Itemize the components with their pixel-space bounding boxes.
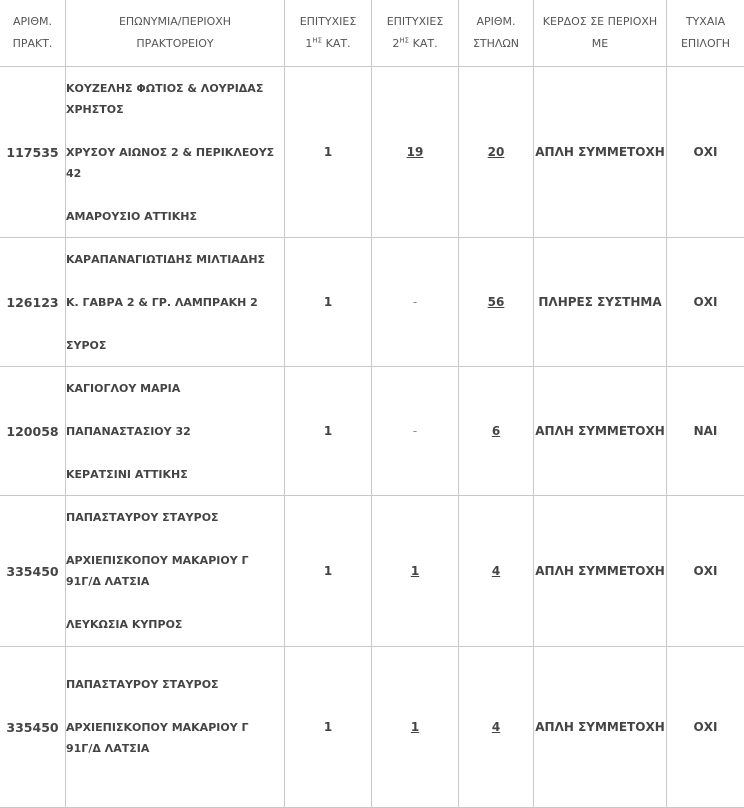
columns-cell [459,647,534,808]
agent-number: 335450 [0,496,66,647]
table-row [0,367,744,496]
agency-address-line: Κ. ΓΑΒΡΑ 2 & ΓΡ. ΛΑΜΠΡΑΚΗ 2 [66,292,284,313]
header-name-area-line1: ΕΠΩΝΥΜΙΑ/ΠΕΡΙΟΧΗ [66,11,284,33]
header-agent-number-line2: ΠΡΑΚΤ. [0,33,65,55]
agency-address-line: ΠΑΠΑΝΑΣΤΑΣΙΟΥ 32 [66,421,284,442]
agency-details [66,367,285,496]
header-name-area [66,0,285,67]
columns-link[interactable]: 20 [488,145,505,159]
header-profit [534,0,667,67]
header-hits-1st-sup: ΗΣ [312,36,322,44]
header-name-area-line2: ΠΡΑΚΤΟΡΕΙΟΥ [66,33,284,55]
agent-number: 126123 [0,238,66,367]
header-hits-2nd [372,0,459,67]
agency-address-line: 91Γ/Δ ΛΑΤΣΙΑ [66,738,284,759]
columns-link[interactable]: 4 [492,564,500,578]
columns-link[interactable]: 6 [492,424,500,438]
profit-type: ΑΠΛΗ ΣΥΜΜΕΤΟΧΗ [534,67,667,238]
profit-type: ΠΛΗΡΕΣ ΣΥΣΤΗΜΑ [534,238,667,367]
table-row [0,67,744,238]
header-profit-line2: ΜΕ [534,33,666,55]
header-hits-2nd-line2 [372,33,458,55]
hits-2nd-cell [372,647,459,808]
hits-2nd-link[interactable]: 1 [411,720,419,734]
random-pick: ΟΧΙ [667,647,744,808]
header-columns [459,0,534,67]
profit-type: ΑΠΛΗ ΣΥΜΜΕΤΟΧΗ [534,367,667,496]
header-hits-1st-line1: ΕΠΙΤΥΧΙΕΣ [285,11,371,33]
header-columns-line2: ΣΤΗΛΩΝ [459,33,533,55]
header-agent-number [0,0,66,67]
hits-2nd-cell [372,496,459,647]
profit-type: ΑΠΛΗ ΣΥΜΜΕΤΟΧΗ [534,496,667,647]
random-pick: ΟΧΙ [667,496,744,647]
header-profit-line1: ΚΕΡΔΟΣ ΣΕ ΠΕΡΙΟΧΗ [534,11,666,33]
hits-1st-value: 1 [285,367,372,496]
hits-2nd-link[interactable]: 19 [407,145,424,159]
hits-1st-value: 1 [285,238,372,367]
hits-2nd-cell [372,67,459,238]
header-hits-2nd-suffix: ΚΑΤ. [409,37,437,50]
columns-link[interactable]: 56 [488,295,505,309]
header-agent-number-line1: ΑΡΙΘΜ. [0,11,65,33]
hits-2nd-value: - [372,367,459,496]
header-hits-2nd-sup: ΗΣ [399,36,409,44]
header-random [667,0,744,67]
agency-details [66,67,285,238]
agent-number: 335450 [0,647,66,808]
header-hits-2nd-digit: 2 [392,37,399,50]
header-hits-1st [285,0,372,67]
agency-name-line: ΚΑΓΙΟΓΛΟΥ ΜΑΡΙΑ [66,378,284,399]
header-hits-1st-line2 [285,33,371,55]
agency-details [66,647,285,808]
agency-address-line: 91Γ/Δ ΛΑΤΣΙΑ [66,571,284,592]
agency-details [66,238,285,367]
columns-cell [459,496,534,647]
table-row [0,496,744,647]
columns-link[interactable]: 4 [492,720,500,734]
header-hits-1st-suffix: ΚΑΤ. [322,37,350,50]
agency-city: ΛΕΥΚΩΣΙΑ ΚΥΠΡΟΣ [66,614,284,635]
columns-cell [459,67,534,238]
agency-name-line: ΚΟΥΖΕΛΗΣ ΦΩΤΙΟΣ & ΛΟΥΡΙΔΑΣ [66,78,284,99]
agency-address-line: ΑΡΧΙΕΠΙΣΚΟΠΟΥ ΜΑΚΑΡΙΟΥ Γ [66,550,284,571]
header-row [0,0,744,67]
agency-name-line: ΠΑΠΑΣΤΑΥΡΟΥ ΣΤΑΥΡΟΣ [66,674,284,695]
header-columns-line1: ΑΡΙΘΜ. [459,11,533,33]
agency-name-line: ΧΡΗΣΤΟΣ [66,99,284,120]
agent-number: 120058 [0,367,66,496]
hits-1st-value: 1 [285,67,372,238]
agency-address-line: 42 [66,163,284,184]
agency-address-line: ΧΡΥΣΟΥ ΑΙΩΝΟΣ 2 & ΠΕΡΙΚΛΕΟΥΣ [66,142,284,163]
agency-name-line: ΚΑΡΑΠΑΝΑΓΙΩΤΙΔΗΣ ΜΙΛΤΙΑΔΗΣ [66,249,284,270]
hits-2nd-value: - [372,238,459,367]
header-hits-2nd-line1: ΕΠΙΤΥΧΙΕΣ [372,11,458,33]
agency-city: ΑΜΑΡΟΥΣΙΟ ΑΤΤΙΚΗΣ [66,206,284,227]
columns-cell [459,238,534,367]
agency-address-line: ΑΡΧΙΕΠΙΣΚΟΠΟΥ ΜΑΚΑΡΙΟΥ Γ [66,717,284,738]
table-row [0,647,744,808]
agency-name-line: ΠΑΠΑΣΤΑΥΡΟΥ ΣΤΑΥΡΟΣ [66,507,284,528]
hits-1st-value: 1 [285,496,372,647]
agency-details [66,496,285,647]
random-pick: ΝΑΙ [667,367,744,496]
header-random-line2: ΕΠΙΛΟΓΗ [667,33,744,55]
random-pick: ΟΧΙ [667,67,744,238]
header-random-line1: ΤΥΧΑΙΑ [667,11,744,33]
table-row [0,238,744,367]
random-pick: ΟΧΙ [667,238,744,367]
header-hits-1st-digit: 1 [305,37,312,50]
agency-city: ΚΕΡΑΤΣΙΝΙ ΑΤΤΙΚΗΣ [66,464,284,485]
profit-type: ΑΠΛΗ ΣΥΜΜΕΤΟΧΗ [534,647,667,808]
hits-2nd-link[interactable]: 1 [411,564,419,578]
hits-1st-value: 1 [285,647,372,808]
columns-cell [459,367,534,496]
agency-city: ΣΥΡΟΣ [66,335,284,356]
agent-number: 117535 [0,67,66,238]
